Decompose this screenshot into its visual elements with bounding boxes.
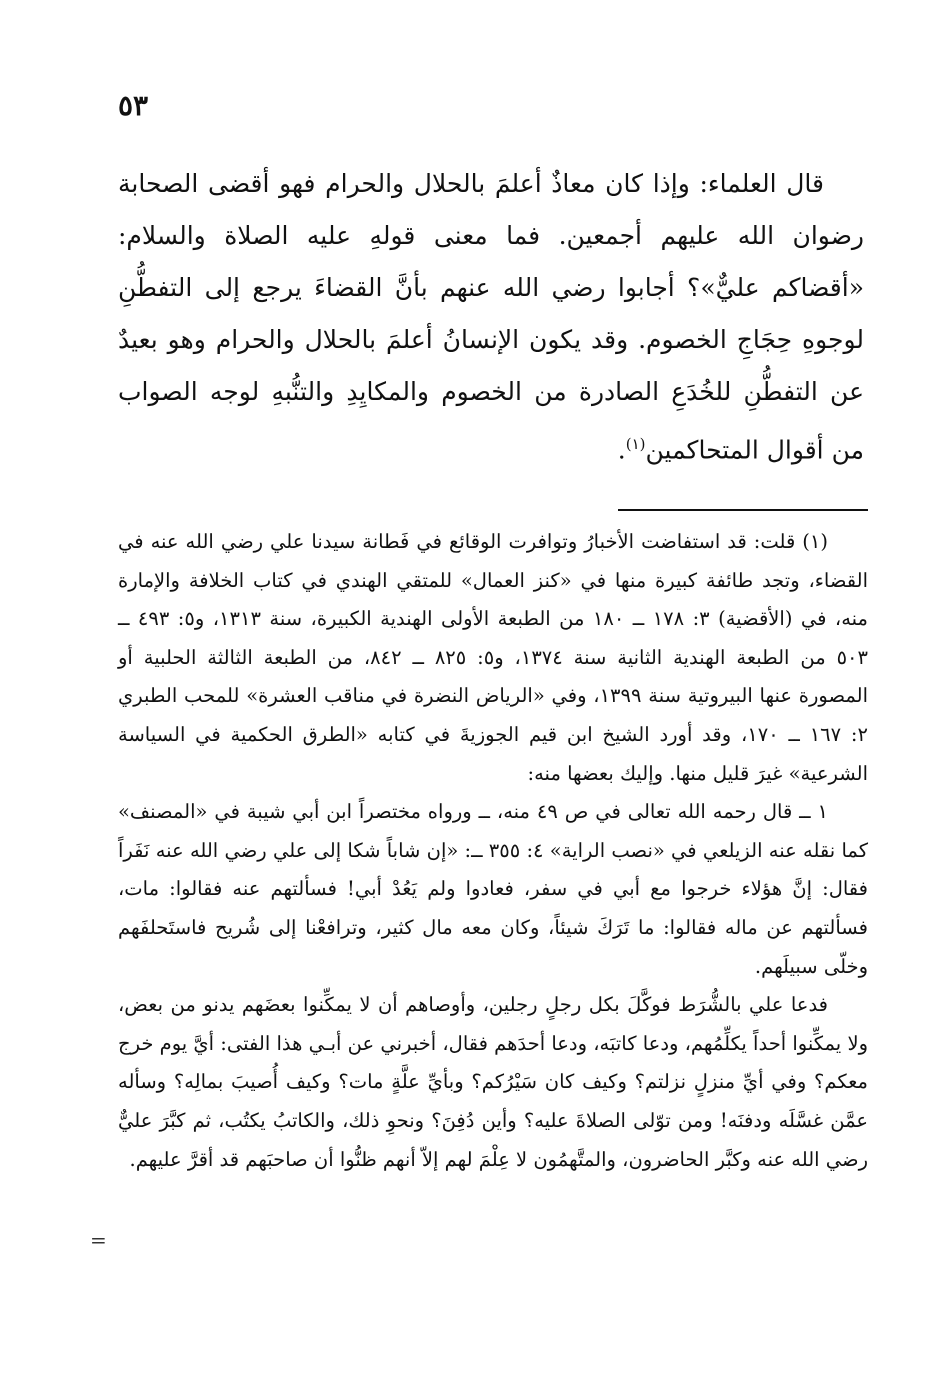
footnote-reference[interactable]: (١) [625, 435, 646, 453]
main-end-punctuation: . [617, 435, 626, 465]
footnote-text-2: ١ ــ قال رحمه الله تعالى في ص ٤٩ منه، ــ ورواه مختصراً ابن أبي شيبة في «المصنف» كما نقله عنه الزيلعي في «نصب الراية» ٤: ٣٥٥ ــ: «إن شاباً شكا إلى علي رضي الله عنه نَفَراً فقال: إنَّ هؤلاء خرجوا مع أبي في سفر، فعادوا ولم يَعُدْ أبي! فسألتهم عنه فقالوا: مات، فسألتهم عن ماله فقالوا: ما تَرَكَ شيئاً، وكان معه مال كثير، وترافعْنا إلى شُريح فاستَحلفَهم وخلّى سبيلَهم. [118, 800, 868, 978]
footnotes-block [118, 523, 868, 1179]
page-number: ٥٣ [118, 89, 149, 122]
main-paragraph [118, 158, 864, 476]
footnote-separator [618, 509, 868, 511]
margin-continuation-mark: = [90, 1228, 107, 1252]
footnote-text-1: (١) قلت: قد استفاضت الأخبارُ وتوافرت الوقائع في فَطانة سيدنا علي رضي الله عنه في القضاء، وتجد طائفة كبيرة منها في «كنز العمال» للمتقي الهندي في كتاب الخلافة والإمارة منه، في (الأقضية) ٣: ١٧٨ ــ ١٨٠ من الطبعة الأولى الهندية الكبيرة، سنة ١٣١٣، و٥: ٤٩٣ ــ ٥٠٣ من الطبعة الهندية الثانية سنة ١٣٧٤، و٥: ٨٢٥ ــ ٨٤٢، من الطبعة الثالثة الحلبية أو المصورة عنها البيروتية سنة ١٣٩٩، وفي «الرياض النضرة في مناقب العشرة» للمحب الطبري ٢: ١٦٧ ــ ١٧٠، وقد أورد الشيخ ابن قيم الجوزيةَ في كتابه «الطرق الحكمية في السياسة الشرعية» غيرَ قليل منها. وإليك بعضها منه: [118, 530, 869, 785]
footnote-paragraph-3 [118, 986, 868, 1179]
footnote-text-3: فدعا علي بالشُّرَط فوكَّلَ بكل رجلٍ رجلين، وأوصاهم أن لا يمكِّنوا بعضَهم يدنو من بعض، ولا يمكِّنوا أحداً يكلِّمُهم، ودعا كاتبَه، ودعا أحدَهم فقال، أخبرني عن أبـي هذا الفتى: أيَّ يوم خرج معكم؟ وفي أيِّ منزلٍ نزلتم؟ وكيف كان سَيْرُكم؟ وبأيِّ علَّةٍ مات؟ وكيف أُصيبَ بمالِه؟ وسأله عمَّن غسَّلَه ودفنَه! ومن توّلى الصلاةَ عليه؟ وأين دُفِنَ؟ ونحوِ ذلك، والكاتبُ يكتُب، ثم كبَّرَ عليٌّ رضي الله عنه وكبَّر الحاضرون، والمتَّهمُون لا عِلْمَ لهم إلاّ أنهم ظنُّوا أن صاحبَهم قد أقرَّ عليهم. [118, 993, 868, 1171]
main-text-block [118, 158, 864, 476]
footnote-paragraph-2 [118, 793, 868, 986]
footnote-paragraph-1 [118, 523, 868, 793]
main-paragraph-text: قال العلماء: وإذا كان معاذٌ أعلمَ بالحلال والحرام فهو أقضى الصحابة رضوان الله عليهم أجمعين. فما معنى قولهِ عليه الصلاة والسلام: «أقضاكم عليٌّ»؟ أجابوا رضي الله عنهم بأنَّ القضاءَ يرجع إلى التفطُّنِ لوجوهِ حِجَاجِ الخصوم. وقد يكون الإنسانُ أعلمَ بالحلال والحرام وهو بعيدٌ عن التفطُّنِ للخُدَعِ الصادرة من الخصوم والمكايِدِ والتنُّبهِ لوجه الصواب من أقوال المتحاكمين [118, 169, 864, 465]
